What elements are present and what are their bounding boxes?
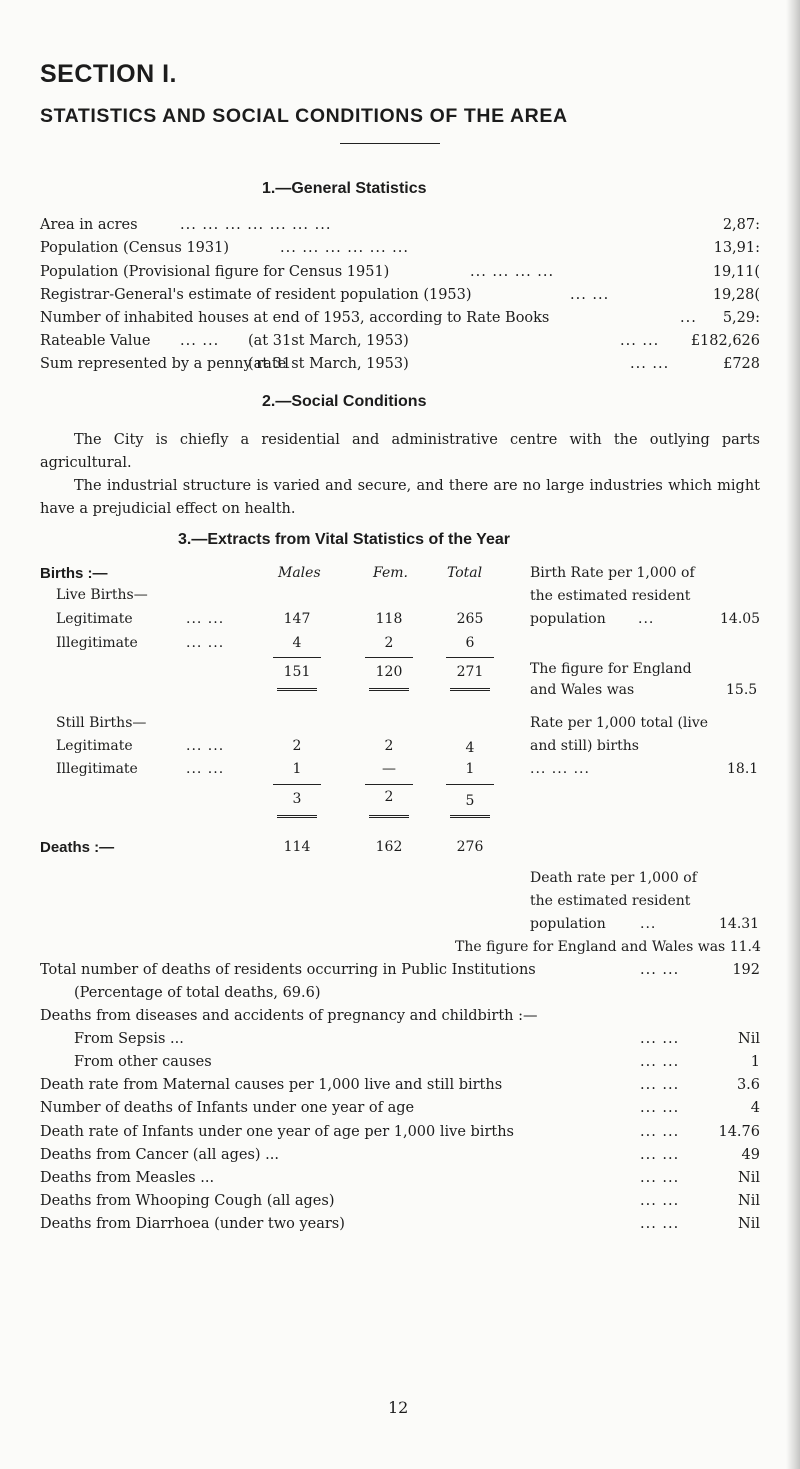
col-fem-header: Fem.: [373, 565, 408, 581]
leader-dots: ... ... ...: [530, 761, 590, 777]
stat-value: Nil: [738, 1193, 760, 1209]
birth-rate-line-2: the estimated resident: [530, 588, 691, 604]
leader-dots: ... ... ... ... ... ... ...: [180, 217, 332, 233]
stat-date: (at 31st March, 1953): [248, 333, 409, 349]
social-conditions-heading: 2.—Social Conditions: [262, 393, 427, 410]
leader-dots: ... ...: [630, 356, 670, 372]
death-rate-line-2: the estimated resident: [530, 893, 691, 909]
live-legitimate-label: Legitimate: [56, 611, 133, 627]
live-total-total: 271: [456, 664, 484, 680]
stat-row: [40, 1077, 760, 1099]
still-total-total: 5: [465, 793, 475, 809]
stat-value: Nil: [738, 1031, 760, 1047]
col-total-header: Total: [447, 565, 483, 581]
stat-value: 5,29:: [722, 310, 760, 326]
stat-value: 49: [741, 1147, 760, 1163]
stat-label: From other causes: [74, 1054, 212, 1070]
still-total-fem: 2: [384, 789, 394, 805]
death-rate-line-1: Death rate per 1,000 of: [530, 870, 697, 886]
page-edge-shadow: [786, 0, 800, 1469]
still-rate-value: 18.1: [727, 761, 759, 777]
deaths-label: Deaths :—: [40, 839, 115, 856]
births-label: Births :—: [40, 565, 108, 582]
stat-value: 14.76: [718, 1124, 760, 1140]
leader-dots: ... ...: [620, 333, 660, 349]
birth-rate-line-3: population: [530, 611, 606, 627]
live-illegit-fem: 2: [384, 635, 394, 651]
total-double-rule: [369, 815, 409, 819]
still-illegit-total: 1: [465, 761, 475, 777]
total-double-rule: [369, 688, 409, 692]
leader-dots: ... ... ... ... ... ...: [280, 240, 410, 256]
total-double-rule: [450, 815, 490, 819]
stat-label: Death rate from Maternal causes per 1,000 live and still births: [40, 1077, 503, 1093]
total-double-rule: [277, 815, 317, 819]
stat-row: [40, 1031, 760, 1053]
stat-value: 4: [750, 1100, 760, 1116]
stat-label: Sum represented by a penny rate: [40, 356, 287, 372]
sum-rule: [365, 784, 413, 785]
stat-label: Deaths from diseases and accidents of pregnancy and childbirth :—: [40, 1008, 538, 1024]
title-divider: [340, 143, 440, 144]
live-illegitimate-label: Illegitimate: [56, 635, 138, 651]
page-number: 12: [388, 1398, 409, 1417]
stat-label: Number of deaths of Infants under one year of age: [40, 1100, 415, 1116]
stat-row: [40, 1147, 760, 1169]
stat-row: [40, 1193, 760, 1215]
live-legit-total: 265: [456, 611, 484, 627]
live-legit-fem: 118: [375, 611, 403, 627]
live-illegit-total: 6: [465, 635, 475, 651]
leader-dots: ...: [680, 310, 697, 326]
leader-dots: ... ...: [640, 962, 680, 978]
stat-value: 13,91:: [713, 240, 760, 256]
total-double-rule: [277, 688, 317, 692]
leader-dots: ... ...: [640, 1193, 680, 1209]
leader-dots: ... ...: [640, 1147, 680, 1163]
stat-label: Population (Provisional figure for Census 1951): [40, 264, 390, 280]
live-births-label: Live Births—: [56, 587, 148, 603]
still-legitimate-label: Legitimate: [56, 738, 133, 754]
leader-dots: ... ...: [640, 1077, 680, 1093]
stat-row: [40, 1170, 760, 1192]
stat-value: Nil: [738, 1216, 760, 1232]
stat-label: Total number of deaths of residents occurring in Public Institutions: [40, 962, 536, 978]
leader-dots: ... ...: [186, 635, 225, 651]
general-statistics-heading: 1.—General Statistics: [262, 180, 427, 197]
stat-row: [40, 985, 760, 1007]
live-total-fem: 120: [375, 664, 403, 680]
stat-label: Area in acres: [40, 217, 138, 233]
stat-label: Deaths from Measles ...: [40, 1170, 215, 1186]
deaths-fem: 162: [375, 839, 403, 855]
sum-rule: [446, 657, 494, 658]
stat-row: [40, 1008, 760, 1030]
ew-birth-line-2: and Wales was: [530, 682, 635, 698]
leader-dots: ... ...: [186, 761, 225, 777]
stat-value: 3.6: [736, 1077, 760, 1093]
leader-dots: ... ...: [186, 611, 225, 627]
leader-dots: ... ...: [640, 1054, 680, 1070]
total-double-rule: [450, 688, 490, 692]
stat-value: 192: [732, 962, 760, 978]
leader-dots: ... ...: [640, 1031, 680, 1047]
leader-dots: ... ...: [640, 1124, 680, 1140]
section-title: SECTION I.: [40, 60, 177, 88]
stat-value: £728: [723, 356, 760, 372]
stat-label: Number of inhabited houses at end of 1953, according to Rate Books: [40, 310, 550, 326]
still-legit-total: 4: [465, 740, 475, 756]
still-legit-fem: 2: [384, 738, 394, 754]
live-legit-males: 147: [283, 611, 311, 627]
still-rate-line-1: Rate per 1,000 total (live: [530, 715, 709, 731]
stat-label: Population (Census 1931): [40, 240, 230, 256]
stat-row: [40, 333, 760, 355]
leader-dots: ...: [640, 916, 657, 932]
still-total-males: 3: [292, 791, 302, 807]
birth-rate-value: 14.05: [720, 611, 761, 627]
stat-row: [40, 1054, 760, 1076]
sum-rule: [446, 784, 494, 785]
leader-dots: ... ...: [186, 738, 225, 754]
stat-label: Deaths from Cancer (all ages) ...: [40, 1147, 280, 1163]
birth-rate-line-1: Birth Rate per 1,000 of: [530, 565, 695, 581]
ew-death-figure: The figure for England and Wales was 11.4: [455, 939, 761, 955]
leader-dots: ... ...: [570, 287, 610, 303]
stat-row: [40, 217, 760, 239]
sum-rule: [273, 657, 321, 658]
stat-row: [40, 287, 760, 309]
stat-label: Deaths from Whooping Cough (all ages): [40, 1193, 335, 1209]
leader-dots: ... ...: [640, 1216, 680, 1232]
stat-row: [40, 1216, 760, 1238]
stat-value: 2,87:: [722, 217, 760, 233]
death-rate-line-3: population: [530, 916, 606, 932]
death-rate-value: 14.31: [719, 916, 760, 932]
social-paragraph-1: The City is chiefly a residential and administrative centre with the outlying parts agricultural.: [40, 432, 760, 471]
still-illegit-males: 1: [292, 761, 302, 777]
deaths-males: 114: [283, 839, 311, 855]
ew-birth-line-1: The figure for England: [530, 661, 692, 677]
deaths-total: 276: [456, 839, 484, 855]
live-total-males: 151: [283, 664, 311, 680]
leader-dots: ... ...: [640, 1170, 680, 1186]
social-paragraph-2: The industrial structure is varied and secure, and there are no large industries which might have a prejudicial effect on health.: [40, 478, 760, 517]
stat-label: From Sepsis ...: [74, 1031, 184, 1047]
main-title: STATISTICS AND SOCIAL CONDITIONS OF THE AREA: [40, 105, 568, 127]
ew-birth-value: 15.5: [726, 682, 758, 698]
stat-row: [40, 240, 760, 262]
stat-row: [40, 1100, 760, 1122]
stat-value: 19,11(: [712, 264, 760, 280]
social-conditions-text: [40, 429, 760, 521]
stat-label: Death rate of Infants under one year of age per 1,000 live births: [40, 1124, 514, 1140]
live-illegit-males: 4: [292, 635, 302, 651]
stat-row: [40, 962, 760, 984]
still-legit-males: 2: [292, 738, 302, 754]
stat-row: [40, 310, 760, 332]
stat-value: 19,28(: [712, 287, 760, 303]
stat-row: [40, 1124, 760, 1146]
stat-date: (at 31st March, 1953): [248, 356, 409, 372]
still-births-label: Still Births—: [56, 715, 147, 731]
stat-label: Registrar-General's estimate of resident population (1953): [40, 287, 472, 303]
stat-label: (Percentage of total deaths, 69.6): [74, 985, 321, 1001]
stat-value: Nil: [738, 1170, 760, 1186]
stat-row: [40, 264, 760, 286]
vital-statistics-heading: 3.—Extracts from Vital Statistics of the Year: [178, 531, 510, 548]
still-rate-line-2: and still) births: [530, 738, 639, 754]
leader-dots: ...: [638, 611, 655, 627]
col-males-header: Males: [278, 565, 321, 581]
stat-value: 1: [750, 1054, 760, 1070]
still-illegitimate-label: Illegitimate: [56, 761, 138, 777]
leader-dots: ... ... ... ...: [470, 264, 555, 280]
still-illegit-fem: —: [382, 761, 396, 777]
leader-dots: ... ...: [180, 333, 220, 349]
stat-label: Deaths from Diarrhoea (under two years): [40, 1216, 345, 1232]
sum-rule: [273, 784, 321, 785]
stat-row: [40, 356, 760, 378]
stat-value: £182,626: [690, 333, 760, 349]
sum-rule: [365, 657, 413, 658]
leader-dots: ... ...: [640, 1100, 680, 1116]
stat-label: Rateable Value: [40, 333, 151, 349]
